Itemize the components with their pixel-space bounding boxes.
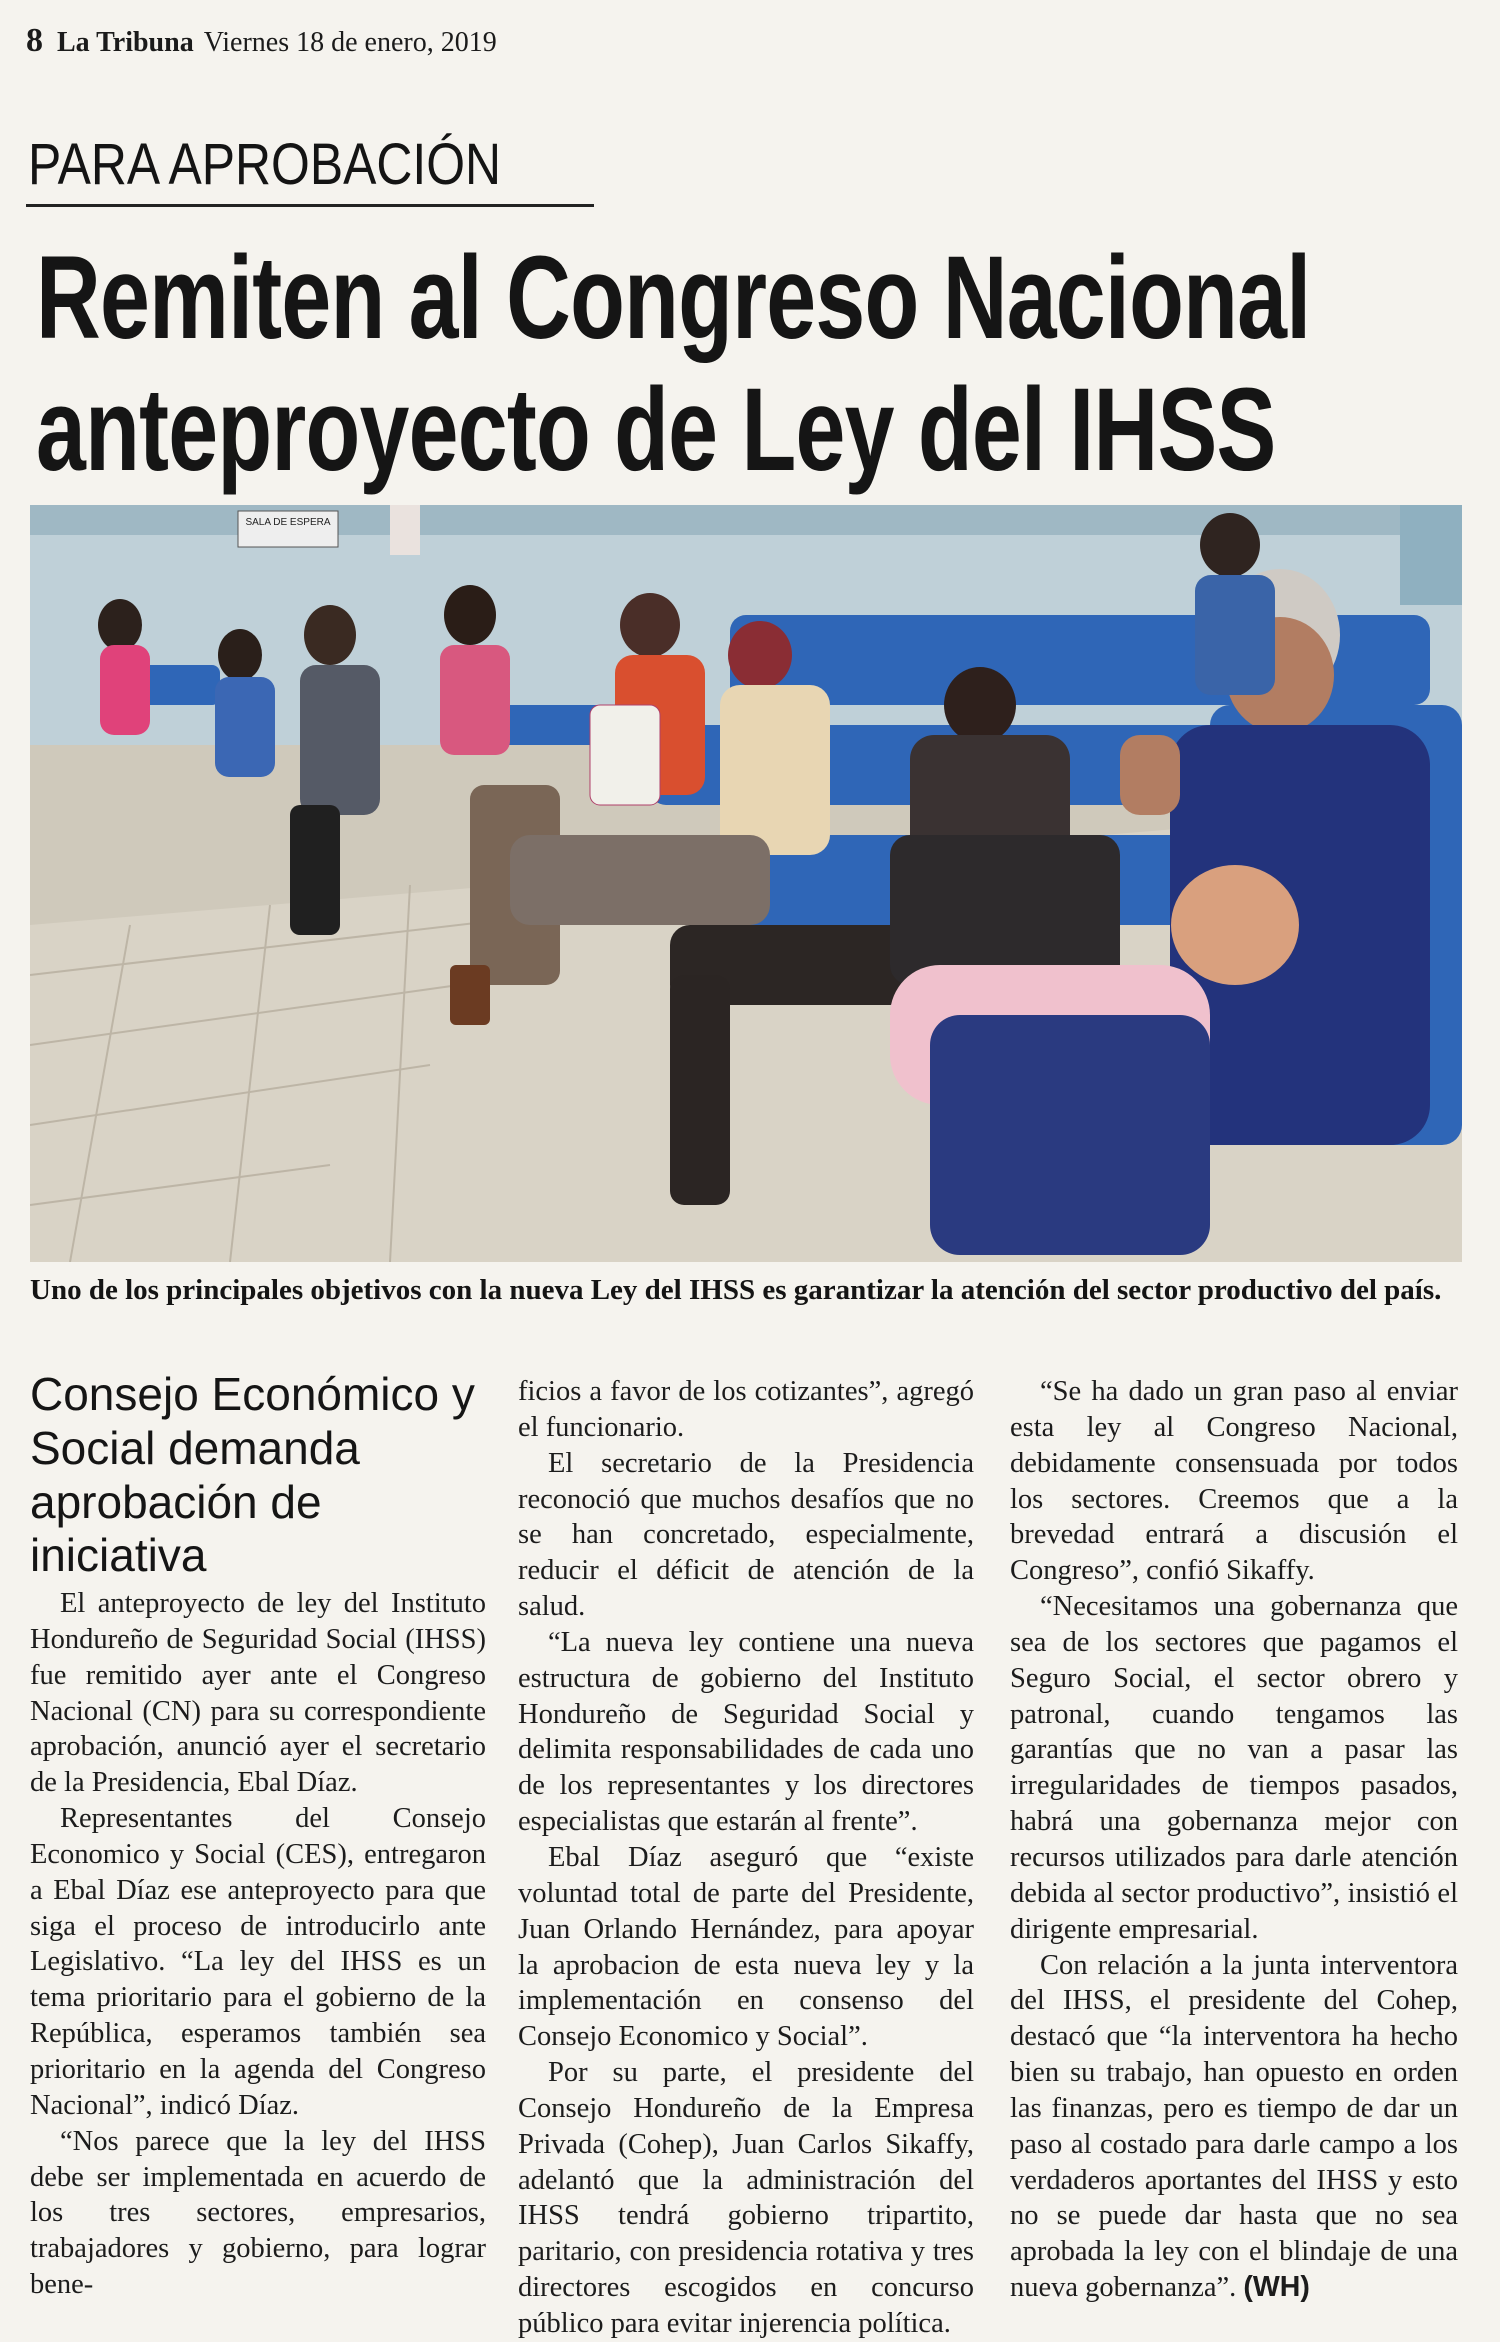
paragraph: Representantes del Consejo Economico y Social (CES), entregaron a Ebal Díaz ese anteproyecto para que siga el proceso de introducirlo ante Legislativo. “La ley del IHSS es un tema prioritario para el gobierno de la República, esperamos también sea prioritario en la agenda del Congreso Nacional”, indicó Díaz. (30, 1803, 486, 2121)
kicker-underline (26, 204, 594, 207)
publication-name: La Tribuna (57, 27, 194, 58)
paragraph-continued: ficios a favor de los cotizantes”, agregó el funcionario. (518, 1376, 974, 1443)
section-kicker: PARA APROBACIÓN (28, 132, 502, 197)
paragraph: “Nos parece que la ley del IHSS debe ser implementada en acuerdo de los tres sectores, empresarios, trabajadores y gobierno, para lograr bene- (30, 2125, 486, 2301)
paragraph: Por su parte, el presidente del Consejo Hondureño de la Empresa Privada (Cohep), Juan Carlos Sikaffy, adelantó que la administración del IHSS tendrá gobierno tripartito, paritario, con presidencia rotativa y tres directores escogidos en concurso público para evitar injerencia política. (518, 2057, 974, 2339)
paragraph: “Se ha dado un gran paso al enviar esta ley al Congreso Nacional, debidamente consensuada por todos los sectores. Creemos que a la brevedad entrará a discusión el Congreso”, confió Sikaffy. (1010, 1376, 1458, 1587)
paragraph: “La nueva ley contiene una nueva estructura de gobierno del Instituto Hondureño de Seguridad Social y delimita responsabilidades de cada uno de los representantes y los directores especialistas que estarán al frente”. (518, 1626, 974, 1838)
body-column-2 (518, 1374, 974, 2342)
masthead (26, 22, 497, 62)
article-subhead: Consejo Económico y Social demanda aprobación de iniciativa (30, 1368, 475, 1582)
paragraph: El anteproyecto de ley del Instituto Hondureño de Seguridad Social (IHSS) fue remitido ayer ante el Congreso Nacional (CN) para su correspondiente aprobación, anunció ayer el secretario de la Presidencia, Ebal Díaz. (30, 1588, 486, 1799)
waiting-room-illustration (30, 505, 1462, 1262)
headline (36, 232, 1476, 496)
paragraph: “Necesitamos una gobernanza que sea de los sectores que pagamos el Seguro Social, el sector obrero y patronal, cuando tengamos las garantías que no van a pasar las irregularidades de tiempos pasados, habrá una gobernanza mejor con recursos utilizados para darle atención debida al sector productivo”, insistió el dirigente empresarial. (1010, 1591, 1458, 1945)
photo-caption: Uno de los principales objetivos con la nueva Ley del IHSS es garantizar la atención del sector productivo del país. (30, 1274, 1442, 1306)
issue-date: Viernes 18 de enero, 2019 (203, 27, 497, 58)
paragraph-final (1010, 1948, 1458, 2306)
wall-sign-text: SALA DE ESPERA (245, 517, 331, 528)
paragraph: El secretario de la Presidencia reconoció que muchos desafíos que no se han concretado, especialmente, reducir el déficit de atención de la salud. (518, 1447, 974, 1623)
headline-line-1: Remiten al Congreso Nacional (36, 232, 1311, 364)
final-paragraph-text: Con relación a la junta interventora del IHSS, el presidente del Cohep, destacó que “la interventora ha hecho bien su trabajo, han opuesto en orden las finanzas, pero es tiempo de dar un paso al costado para darle campo a los verdaderos aportantes del IHSS y esto no se puede dar hasta que no sea aprobada la ley con el blindaje de una nueva gobernanza”. (1010, 1949, 1458, 2304)
article-photo (30, 505, 1462, 1262)
body-column-1 (30, 1586, 486, 2303)
paragraph: Ebal Díaz aseguró que “existe voluntad total de parte del Presidente, Juan Orlando Hernández, para apoyar la aprobacion de esta nueva ley y la implementación en consenso del Consejo Economico y Social”. (518, 1841, 974, 2053)
headline-line-2: anteproyecto de Ley del IHSS (36, 364, 1276, 497)
body-column-3 (1010, 1374, 1458, 2306)
page-number: 8 (26, 22, 43, 59)
author-initials: (WH) (1243, 2271, 1310, 2304)
